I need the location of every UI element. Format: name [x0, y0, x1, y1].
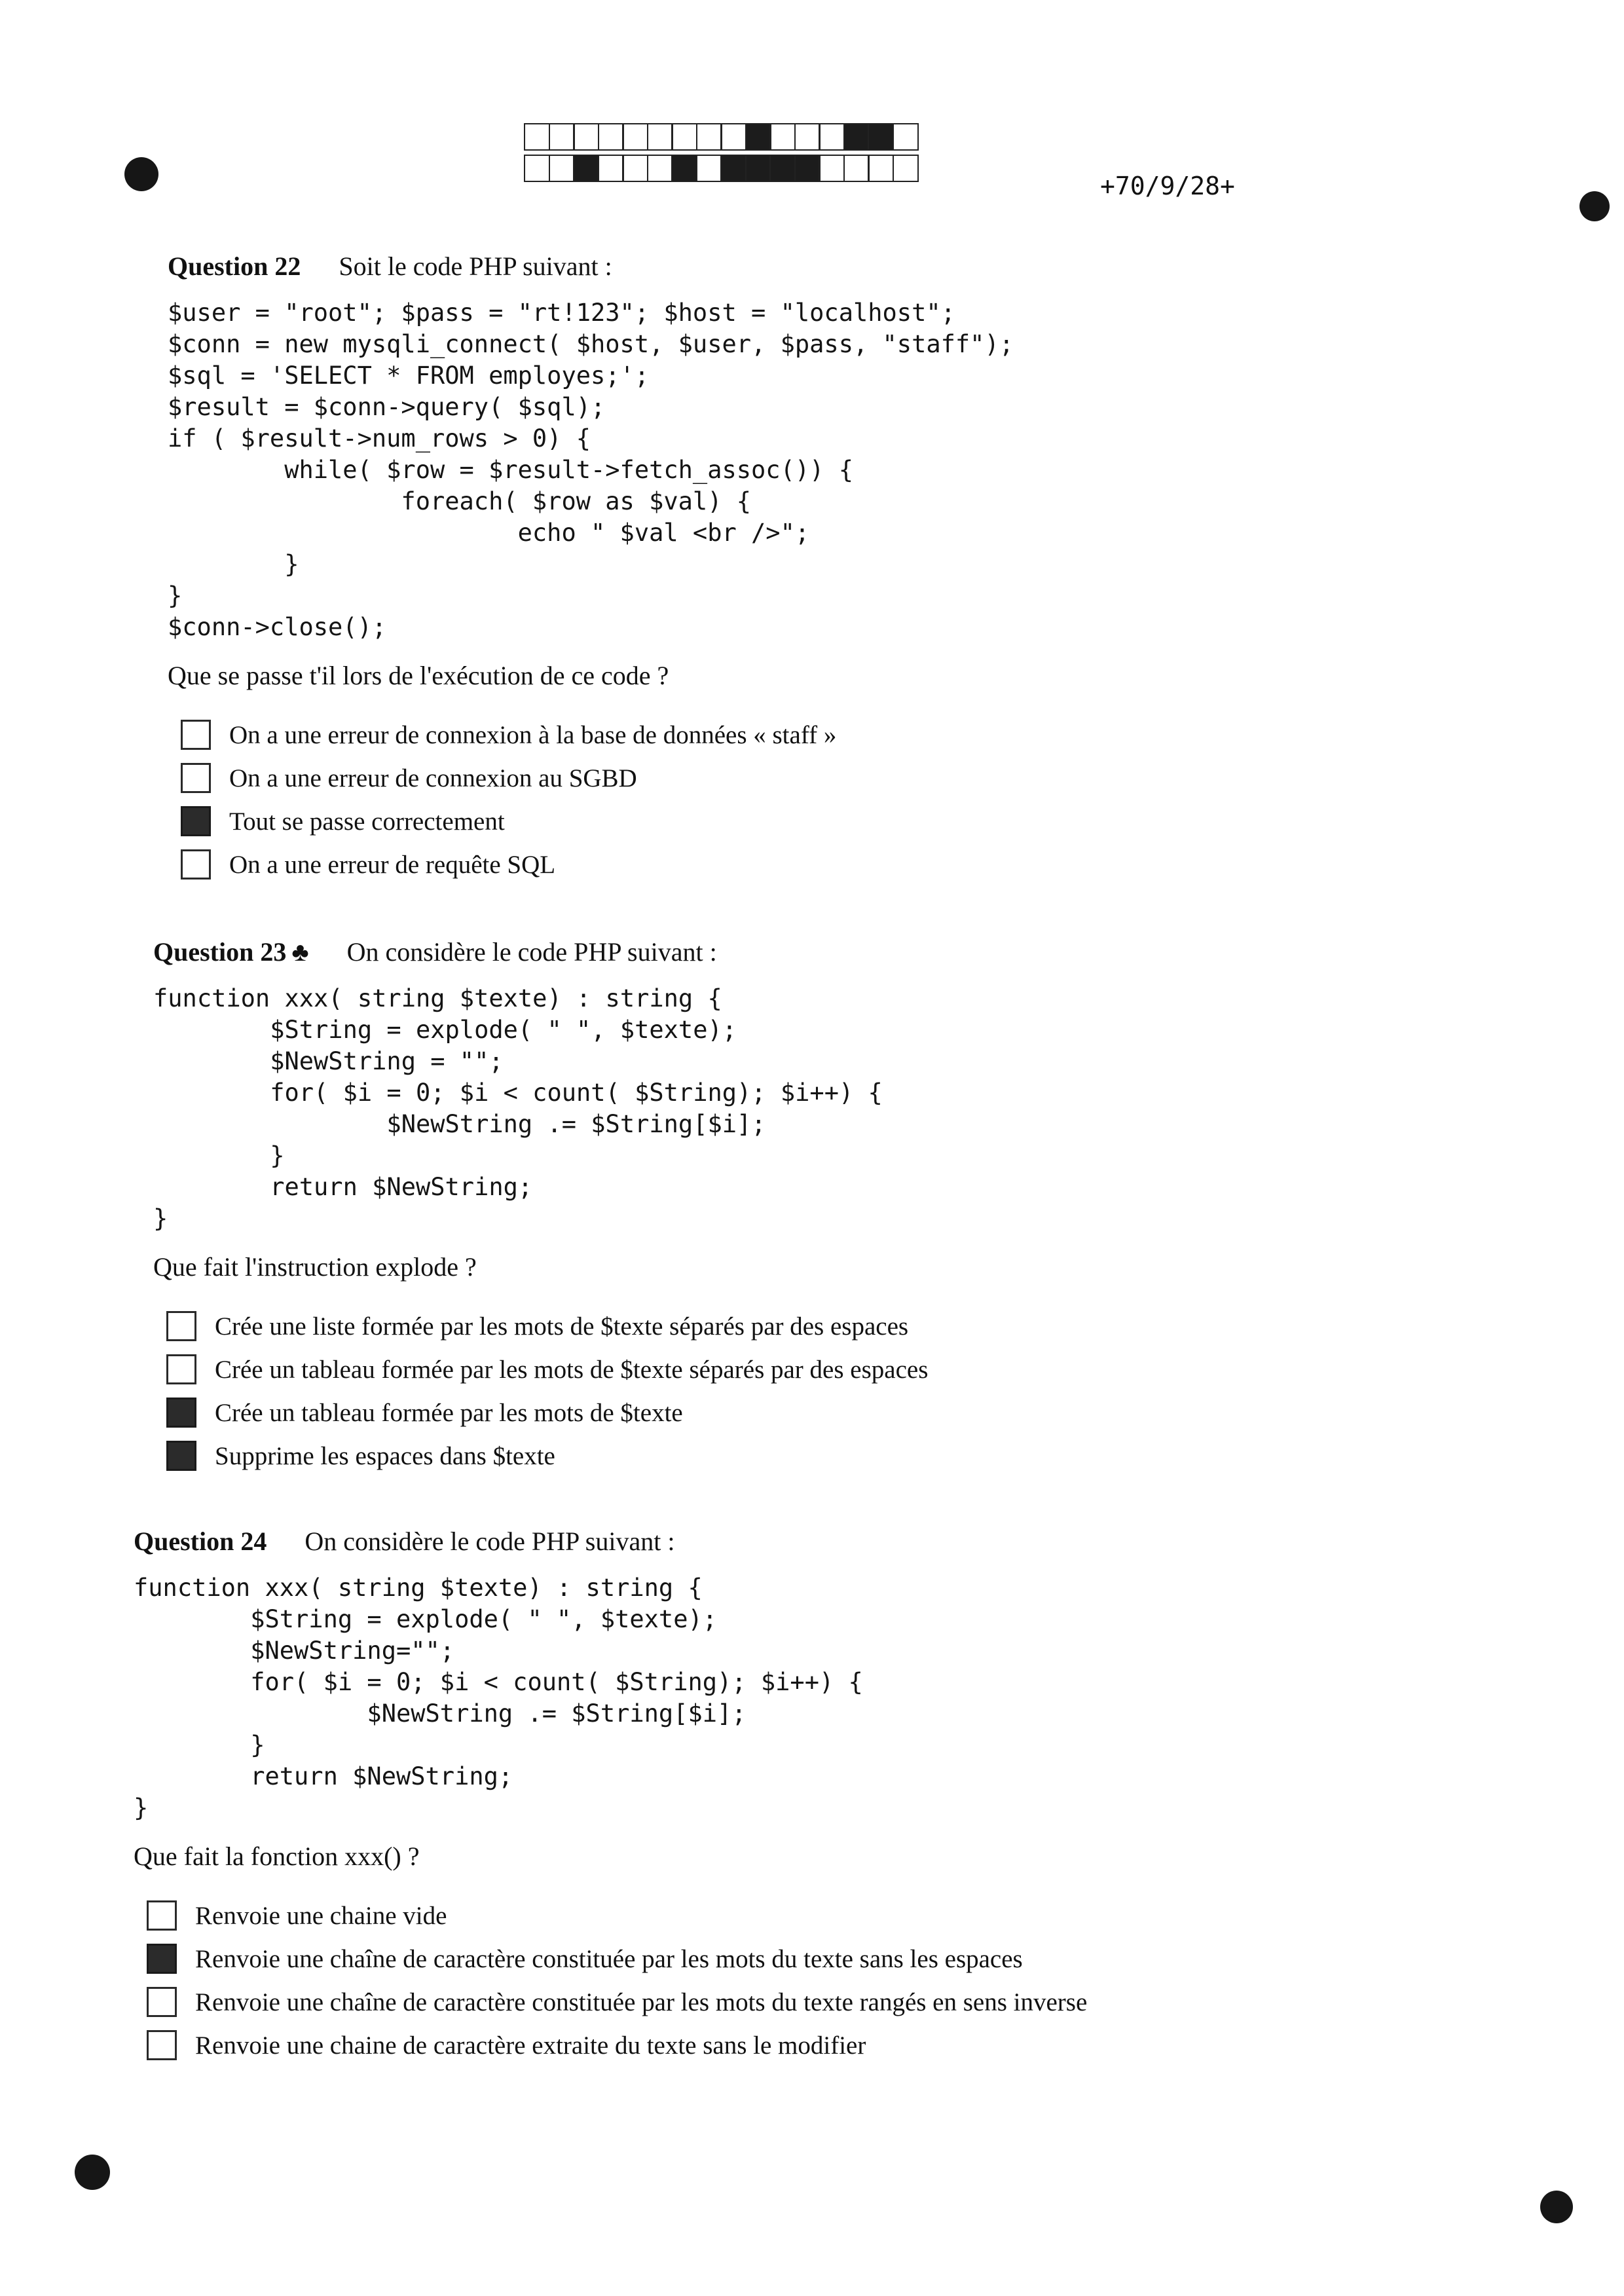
answer-checkbox[interactable] [166, 1441, 196, 1471]
answer-checkbox[interactable] [181, 806, 211, 836]
question-prompt: Que fait l'instruction explode ? [153, 1252, 477, 1282]
answer-option[interactable] [181, 713, 1014, 756]
barcode-cell [671, 123, 697, 151]
barcode-cell [745, 155, 771, 182]
barcode-cell [769, 155, 796, 182]
answer-label: On a une erreur de connexion à la base de données « staff » [229, 720, 837, 749]
barcode-cell [843, 155, 870, 182]
barcode-cell [622, 123, 648, 151]
barcode-cell [720, 155, 747, 182]
question-22 [168, 251, 1014, 886]
barcode-cell [671, 155, 697, 182]
answer-checkbox[interactable] [147, 1900, 177, 1931]
answer-option[interactable] [166, 1391, 928, 1434]
barcode-cell [819, 155, 845, 182]
answer-label: Renvoie une chaine de caractère extraite du texte sans le modifier [195, 2031, 866, 2060]
question-header [168, 251, 1014, 282]
answer-option[interactable] [166, 1434, 928, 1477]
question-number: Question 22 [168, 251, 301, 281]
answer-option[interactable] [181, 800, 1014, 843]
answer-option[interactable] [166, 1348, 928, 1391]
answer-label: Supprime les espaces dans $texte [215, 1441, 555, 1470]
answer-list [181, 713, 1014, 886]
question-intro: Soit le code PHP suivant : [339, 251, 612, 281]
question-intro: On considère le code PHP suivant : [304, 1527, 675, 1556]
answer-checkbox[interactable] [147, 1944, 177, 1974]
barcode-row-2 [524, 155, 917, 182]
barcode-cell [893, 155, 919, 182]
registration-mark-top-right [1579, 191, 1610, 221]
answer-label: Renvoie une chaîne de caractère constituée par les mots du texte sans les espaces [195, 1944, 1023, 1973]
barcode-cell [598, 155, 624, 182]
barcode-row-1 [524, 123, 917, 151]
question-header [134, 1526, 1087, 1557]
answer-option[interactable] [181, 756, 1014, 800]
answer-label: On a une erreur de connexion au SGBD [229, 764, 637, 792]
barcode-cell [696, 155, 722, 182]
barcode-cell [843, 123, 870, 151]
answer-list [166, 1305, 928, 1477]
barcode-cell [598, 123, 624, 151]
question-intro: On considère le code PHP suivant : [346, 937, 717, 967]
question-number: Question 24 [134, 1527, 267, 1556]
question-24 [134, 1526, 1087, 2067]
question-prompt: Que se passe t'il lors de l'exécution de ce code ? [168, 661, 669, 690]
answer-checkbox[interactable] [147, 1987, 177, 2017]
answer-checkbox[interactable] [181, 763, 211, 793]
answer-option[interactable] [147, 1937, 1087, 1980]
php-code-block: function xxx( string $texte) : string { $String = explode( " ", $texte); $NewString=""; for( $i = 0; $i < count( $String); $i++) { $NewString .= $String[$i]; } return $NewString; } [134, 1574, 863, 1822]
answer-label: Renvoie une chaîne de caractère constituée par les mots du texte rangés en sens inverse [195, 1988, 1088, 2016]
barcode-cell [745, 123, 771, 151]
answer-checkbox[interactable] [147, 2030, 177, 2060]
answer-label: Renvoie une chaine vide [195, 1901, 447, 1930]
barcode-cell [819, 123, 845, 151]
barcode-cell [524, 123, 550, 151]
answer-label: On a une erreur de requête SQL [229, 850, 556, 879]
barcode-cell [868, 123, 894, 151]
barcode-cell [720, 123, 747, 151]
barcode-cell [647, 155, 673, 182]
barcode-cell [794, 155, 821, 182]
answer-option[interactable] [181, 843, 1014, 886]
question-prompt: Que fait la fonction xxx() ? [134, 1842, 420, 1871]
answer-checkbox[interactable] [181, 720, 211, 750]
barcode-cell [524, 155, 550, 182]
barcode-cell [573, 123, 599, 151]
barcode-cell [794, 123, 821, 151]
question-23 [153, 936, 928, 1477]
php-code-block: function xxx( string $texte) : string { $String = explode( " ", $texte); $NewString = ""; for( $i = 0; $i < count( $String); $i++) { $NewString .= $String[$i]; } return $NewString; } [153, 984, 883, 1232]
answer-label: Tout se passe correctement [229, 807, 505, 836]
answer-label: Crée un tableau formée par les mots de $texte [215, 1398, 683, 1427]
page-code: +70/9/28+ [1100, 172, 1235, 200]
question-number: Question 23 [153, 937, 287, 967]
registration-mark-top-left [124, 157, 158, 191]
barcode-cell [549, 155, 575, 182]
answer-option[interactable] [166, 1305, 928, 1348]
registration-mark-bottom-left [75, 2155, 110, 2190]
answer-checkbox[interactable] [166, 1311, 196, 1341]
barcode-cell [893, 123, 919, 151]
barcode-cell [868, 155, 894, 182]
answer-checkbox[interactable] [166, 1354, 196, 1384]
barcode-cell [696, 123, 722, 151]
answer-list [147, 1894, 1087, 2067]
answer-checkbox[interactable] [181, 849, 211, 880]
barcode-cell [549, 123, 575, 151]
barcode-cell [622, 155, 648, 182]
answer-checkbox[interactable] [166, 1398, 196, 1428]
php-code-block: $user = "root"; $pass = "rt!123"; $host = "localhost"; $conn = new mysqli_connect( $host, $user, $pass, "staff"); $sql = 'SELECT * FROM employes;'; $result = $conn->query( $sql); if ( $result->num_rows > 0) { while( $row = $result->fetch_assoc()) { foreach( $row as $val) { echo " $val <br />"; } } $conn->close(); [168, 299, 1014, 641]
registration-mark-bottom-right [1540, 2191, 1573, 2223]
answer-option[interactable] [147, 1894, 1087, 1937]
club-icon: ♣ [291, 937, 309, 967]
answer-option[interactable] [147, 1980, 1087, 2024]
answer-label: Crée une liste formée par les mots de $texte séparés par des espaces [215, 1312, 909, 1341]
question-header [153, 936, 928, 967]
answer-label: Crée un tableau formée par les mots de $texte séparés par des espaces [215, 1355, 929, 1384]
barcode-cell [573, 155, 599, 182]
barcode-cell [769, 123, 796, 151]
barcode-cell [647, 123, 673, 151]
answer-option[interactable] [147, 2024, 1087, 2067]
